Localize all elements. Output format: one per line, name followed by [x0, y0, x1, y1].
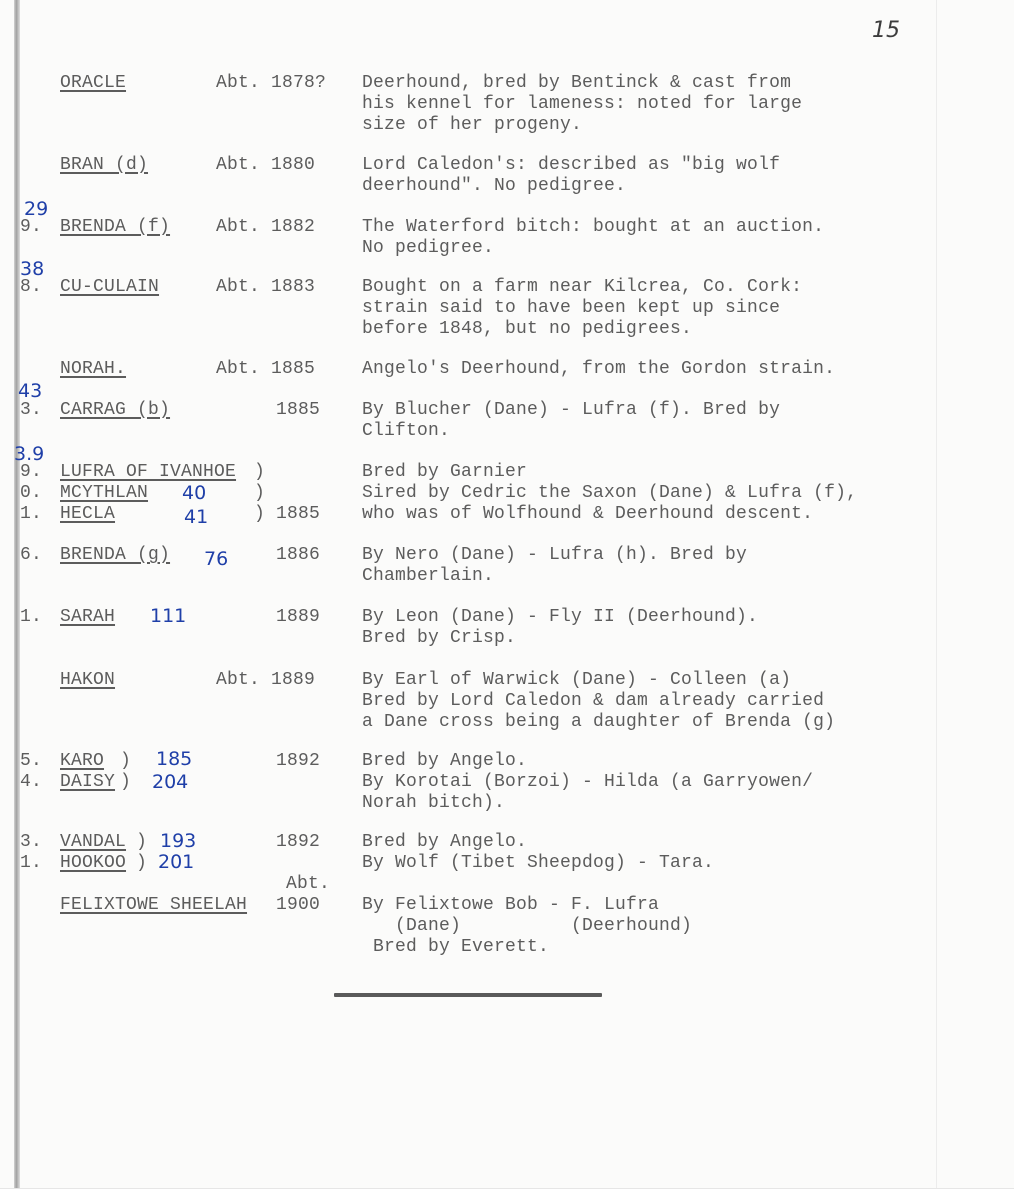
dog-name-sarah: SARAH — [60, 607, 116, 627]
dog-date: Abt. 1883 — [216, 277, 316, 297]
dog-name-brenda-g: BRENDA (g) — [60, 545, 171, 565]
handwritten-number: 41 — [184, 506, 209, 528]
dog-description-line: By Felixtowe Bob - F. Lufra — [362, 895, 660, 915]
handwritten-number: 76 — [204, 548, 229, 570]
closing-rule — [334, 993, 602, 997]
dog-name-hookoo: HOOKOO — [60, 853, 127, 873]
dog-description-line: The Waterford bitch: bought at an auction. — [362, 217, 825, 237]
dog-description-line: who was of Wolfhound & Deerhound descent. — [362, 504, 814, 524]
page-right-edge — [936, 0, 937, 1190]
dog-date: Abt. 1885 — [216, 359, 316, 379]
dog-name-hakon: HAKON — [60, 670, 116, 690]
handwritten-number: 201 — [158, 851, 195, 873]
handwritten-number: 43 — [18, 380, 43, 402]
dog-description-line: Bought on a farm near Kilcrea, Co. Cork: — [362, 277, 803, 297]
dog-date: Abt. — [286, 874, 331, 894]
dog-date: 1900 — [276, 895, 321, 915]
dog-name-norah: NORAH. — [60, 359, 127, 379]
entry-number: 9. — [20, 462, 43, 482]
dog-name-karo: KARO — [60, 751, 105, 771]
dog-description-line: Sired by Cedric the Saxon (Dane) & Lufra (f), — [362, 483, 858, 503]
dog-description-line: By Wolf (Tibet Sheepdog) - Tara. — [362, 853, 715, 873]
dog-description-line: By Nero (Dane) - Lufra (h). Bred by — [362, 545, 748, 565]
dog-description-line: Norah bitch). — [362, 793, 506, 813]
dog-description-line: By Earl of Warwick (Dane) - Colleen (a) — [362, 670, 792, 690]
dog-description-line: Deerhound, bred by Bentinck & cast from — [362, 73, 792, 93]
page-left-edge-shadow — [14, 0, 20, 1203]
dog-description-line: Bred by Garnier — [362, 462, 528, 482]
bracket: ) — [120, 772, 132, 792]
dog-description-line: (Dane) (Deerhound) — [362, 916, 693, 936]
dog-name-oracle: ORACLE — [60, 73, 127, 93]
handwritten-number: 193 — [160, 830, 197, 852]
entry-number: 9. — [20, 217, 43, 237]
entry-number: 3. — [20, 400, 43, 420]
dog-description-line: By Korotai (Borzoi) - Hilda (a Garryowen/ — [362, 772, 814, 792]
bracket: ) — [136, 853, 148, 873]
dog-date: Abt. 1878? — [216, 73, 327, 93]
dog-name-mcythlan: MCYTHLAN — [60, 483, 149, 503]
entry-number: 8. — [20, 277, 43, 297]
handwritten-number: 3.9 — [14, 443, 45, 465]
dog-description-line: Angelo's Deerhound, from the Gordon strain. — [362, 359, 836, 379]
dog-description-line: size of her progeny. — [362, 115, 583, 135]
dog-description-line: No pedigree. — [362, 238, 495, 258]
dog-description-line: his kennel for lameness: noted for large — [362, 94, 803, 114]
dog-name-vandal: VANDAL — [60, 832, 127, 852]
dog-date: 1892 — [276, 751, 321, 771]
dog-name-felixtowe-sheelah: FELIXTOWE SHEELAH — [60, 895, 248, 915]
entry-number: 5. — [20, 751, 43, 771]
dog-description-line: By Leon (Dane) - Fly II (Deerhound). — [362, 607, 759, 627]
entry-number: 0. — [20, 483, 43, 503]
dog-name-bran: BRAN (d) — [60, 155, 149, 175]
dog-name-daisy: DAISY — [60, 772, 116, 792]
bracket: ) — [120, 751, 132, 771]
dog-description-line: strain said to have been kept up since — [362, 298, 781, 318]
page-bottom-edge — [0, 1188, 1014, 1204]
dog-date: 1885 — [276, 400, 321, 420]
bracket: ) — [254, 504, 266, 524]
dog-description-line: deerhound". No pedigree. — [362, 176, 627, 196]
dog-name-brenda-f: BRENDA (f) — [60, 217, 171, 237]
page-number: 15 — [872, 18, 900, 43]
dog-description-line: Bred by Crisp. — [362, 628, 517, 648]
entry-number: 1. — [20, 504, 43, 524]
handwritten-number: 38 — [20, 258, 45, 280]
dog-description-line: before 1848, but no pedigrees. — [362, 319, 693, 339]
entry-number: 4. — [20, 772, 43, 792]
bracket: ) — [136, 832, 148, 852]
dog-date: Abt. 1882 — [216, 217, 316, 237]
dog-date: Abt. 1889 — [216, 670, 316, 690]
handwritten-number: 204 — [152, 771, 189, 793]
dog-description-line: a Dane cross being a daughter of Brenda (g) — [362, 712, 836, 732]
handwritten-number: 40 — [182, 482, 207, 504]
dog-description-line: Lord Caledon's: described as "big wolf — [362, 155, 781, 175]
dog-name-cu-culain: CU-CULAIN — [60, 277, 160, 297]
dog-description-line: Bred by Lord Caledon & dam already carried — [362, 691, 825, 711]
handwritten-number: 185 — [156, 748, 193, 770]
dog-date: 1886 — [276, 545, 321, 565]
dog-name-hecla: HECLA — [60, 504, 116, 524]
dog-description-line: Bred by Everett. — [362, 937, 550, 957]
dog-description-line: Chamberlain. — [362, 566, 495, 586]
dog-name-carrag: CARRAG (b) — [60, 400, 171, 420]
dog-date: 1889 — [276, 607, 321, 627]
dog-description-line: By Blucher (Dane) - Lufra (f). Bred by — [362, 400, 781, 420]
handwritten-number: 29 — [24, 198, 49, 220]
dog-description-line: Bred by Angelo. — [362, 751, 528, 771]
dog-description-line: Bred by Angelo. — [362, 832, 528, 852]
dog-date: 1892 — [276, 832, 321, 852]
dog-date: Abt. 1880 — [216, 155, 316, 175]
entry-number: 1. — [20, 607, 43, 627]
dog-name-lufra-of-ivanhoe: LUFRA OF IVANHOE — [60, 462, 237, 482]
dog-description-line: Clifton. — [362, 421, 451, 441]
bracket: ) — [254, 483, 266, 503]
entry-number: 3. — [20, 832, 43, 852]
dog-date: 1885 — [276, 504, 321, 524]
entry-number: 1. — [20, 853, 43, 873]
bracket: ) — [254, 462, 266, 482]
handwritten-number: 111 — [150, 605, 187, 627]
entry-number: 6. — [20, 545, 43, 565]
